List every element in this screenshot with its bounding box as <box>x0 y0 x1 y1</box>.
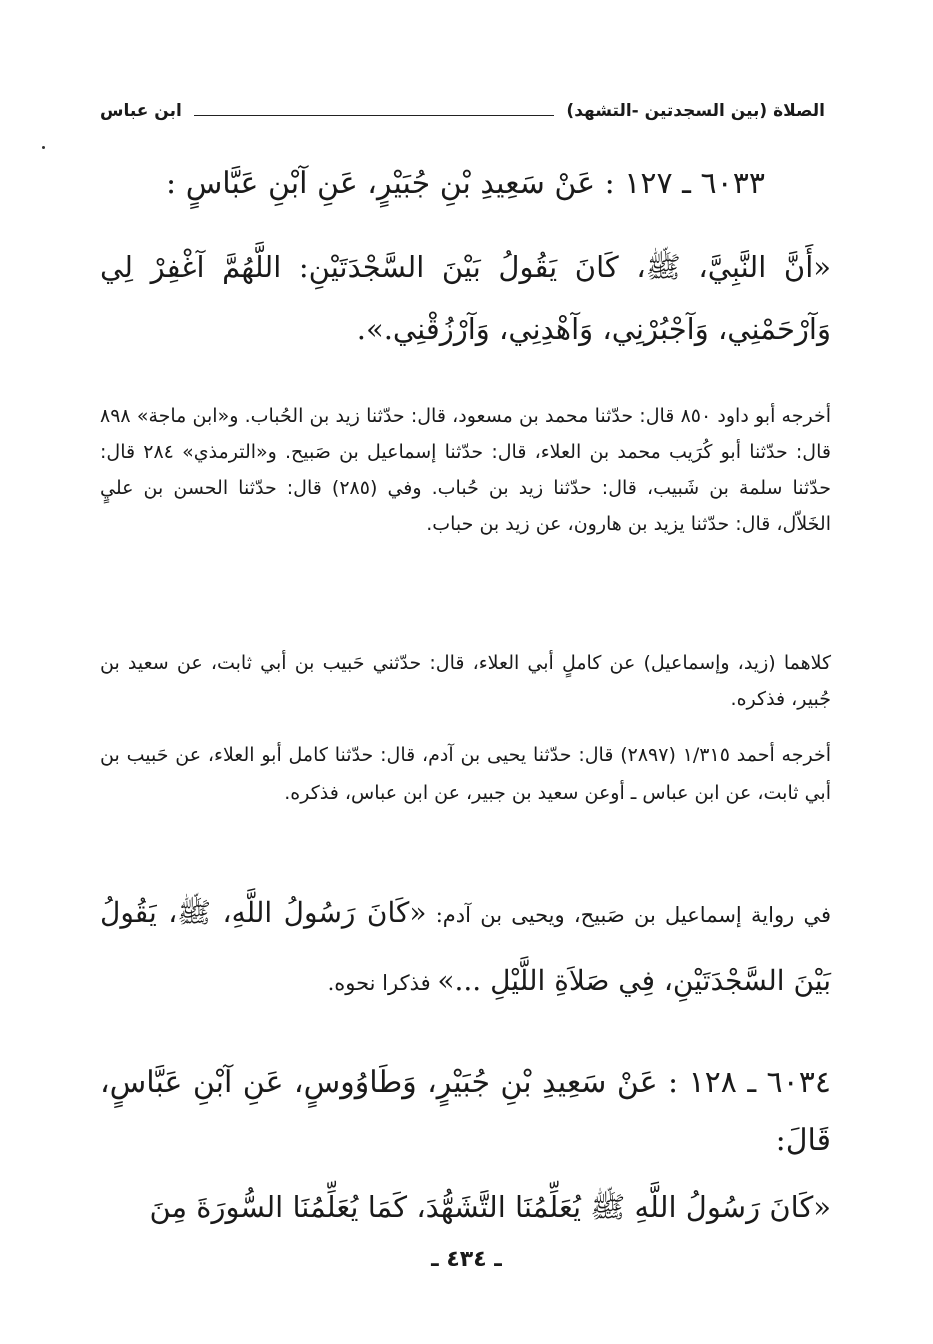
header-rule <box>194 115 555 116</box>
takhrij-paragraph-2: أخرجه أحمد ١/٣١٥ (٢٨٩٧) قال: حدّثنا يحيى بن آدم، قال: حدّثنا كامل أبو العلاء، عن حَبيب بن أبي ثابت، عن ابن عباس ـ أوعن سعيد بن جبير، عن ابن عباس، فذكره. <box>100 744 831 804</box>
running-header <box>100 98 825 124</box>
header-narrator-name: ابن عباس <box>100 101 182 121</box>
hadith-6033-heading: ٦٠٣٣ ـ ١٢٧ : عَنْ سَعِيدِ بْنِ جُبَيْرٍ، عَنِ آبْنِ عَبَّاسٍ : <box>166 166 765 201</box>
scan-speck <box>42 146 45 149</box>
hadith-6033-text: «أَنَّ النَّبِيَّ، ﷺ، كَانَ يَقُولُ بَيْنَ السَّجْدَتَيْنِ: اللَّهُمَّ آغْفِرْ لِي وَآرْحَمْنِي، وَآجْبُرْنِي، وَآهْدِنِي، وَآرْزُقْنِي.». <box>100 250 831 346</box>
hadith-6034-text: «كَانَ رَسُولُ اللَّهِ ﷺ يُعَلِّمُنَا التَّشَهُّدَ، كَمَا يُعَلِّمُنَا السُّورَةَ مِنَ <box>149 1190 831 1224</box>
riwaya-intro: في رواية إسماعيل بن صَبيح، ويحيى بن آدم: <box>435 903 832 927</box>
takhrij-paragraph-1: أخرجه أبو داود ٨٥٠ قال: حدّثنا محمد بن مسعود، قال: حدّثنا زيد بن الحُباب. و«ابن ماجة» ٨٩٨ قال: حدّثنا أبو كُرَيب محمد بن العلاء، قال: حدّثنا إسماعيل بن صَبيح. و«الترمذي» ٢٨٤ قال: حدّثنا سلمة بن شَبيب، قال: حدّثنا زيد بن حُباب. وفي (٢٨٥) قال: حدّثنا الحسن بن عليٍ الخَلاّل، قال: حدّثنا يزيد بن هارون، عن زيد بن حباب. <box>100 405 831 535</box>
isnad-paragraph: كلاهما (زيد، وإسماعيل) عن كاملٍ أبي العلاء، قال: حدّثني حَبيب بن أبي ثابت، عن سعيد بن جُبير، فذكره. <box>100 652 831 710</box>
header-chapter-title: الصلاة (بين السجدتين -التشهد) <box>566 101 825 121</box>
riwaya-end: فذكرا نحوه. <box>327 971 431 995</box>
riwaya-quote: «كَانَ رَسُولُ اللَّهِ، ﷺ، يَقُولُ بَيْنَ السَّجْدَتَيْنِ، فِي صَلاَةِ اللَّيْلِ ...» <box>100 896 831 997</box>
page-number: ـ ٤٣٤ ـ <box>431 1247 502 1272</box>
hadith-6034-heading: ٦٠٣٤ ـ ١٢٨ : عَنْ سَعِيدِ بْنِ جُبَيْرٍ، وَطَاوُوسٍ، عَنِ آبْنِ عَبَّاسٍ، قَالَ: <box>100 1065 831 1158</box>
riwaya-paragraph <box>100 880 831 1016</box>
